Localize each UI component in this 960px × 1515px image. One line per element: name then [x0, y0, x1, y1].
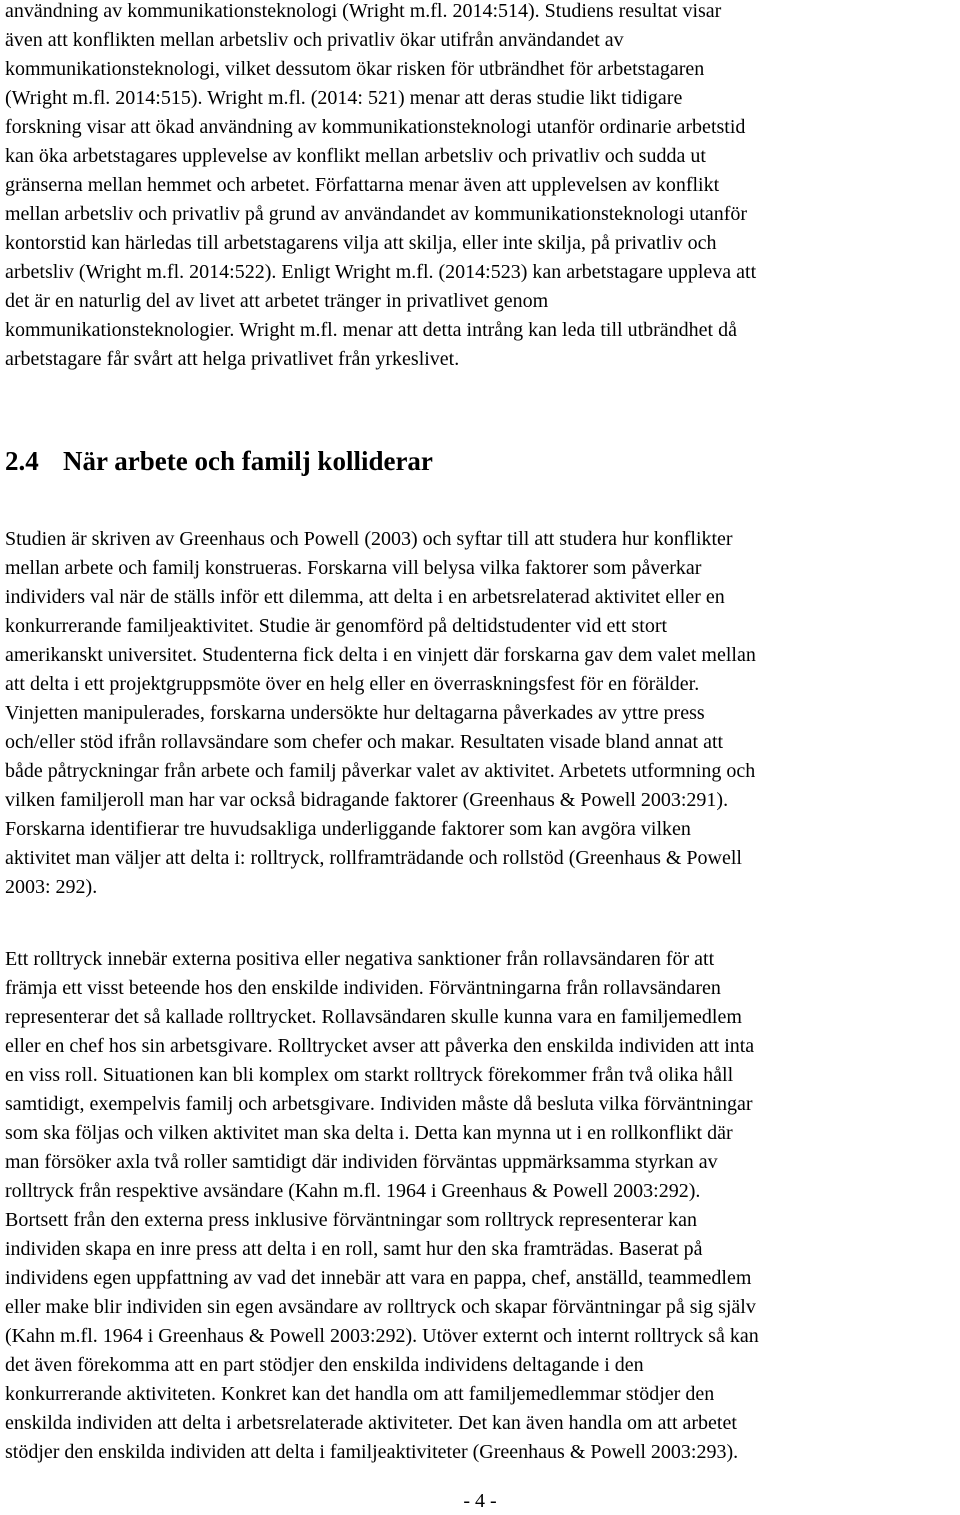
- paragraph-3-line: samtidigt, exempelvis familj och arbetsgivare. Individen måste då besluta vilka förväntningar: [5, 1093, 753, 1115]
- paragraph-2-line: både påtryckningar från arbete och familj påverkar valet av aktivitet. Arbetets utformning och: [5, 760, 756, 782]
- paragraph-1-line: kan öka arbetstagares upplevelse av konflikt mellan arbetsliv och privatliv och sudda ut: [5, 145, 706, 167]
- paragraph-3: [5, 945, 955, 1467]
- paragraph-3-line: konkurrerande aktiviteten. Konkret kan det handla om att familjemedlemmar stödjer den: [5, 1383, 715, 1405]
- paragraph-3-line: Bortsett från den externa press inklusive förväntningar som rolltryck representerar kan: [5, 1209, 697, 1231]
- paragraph-3-line: man försöker axla två roller samtidigt där individen förväntas uppmärksamma styrkan av: [5, 1151, 718, 1173]
- paragraph-1-line: kommunikationsteknologier. Wright m.fl. menar att detta intrång kan leda till utbrändhet då: [5, 319, 737, 341]
- paragraph-3-line: eller make blir individen sin egen avsändare av rolltryck och skapar förväntningar på sig själv: [5, 1296, 756, 1318]
- paragraph-2-line: individers val när de ställs inför ett dilemma, att delta i en arbetsrelaterad aktivitet eller en: [5, 586, 725, 608]
- paragraph-2-line: och/eller stöd ifrån rollavsändare som chefer och makar. Resultaten visade bland annat att: [5, 731, 724, 753]
- paragraph-1-line: även att konflikten mellan arbetsliv och privatliv ökar utifrån användandet av: [5, 29, 624, 51]
- paragraph-2-line: konkurrerande familjeaktivitet. Studie är genomförd på deltidstudenter vid ett stort: [5, 615, 668, 637]
- paragraph-1-line: kommunikationsteknologi, vilket dessutom ökar risken för utbrändhet för arbetstagaren: [5, 58, 705, 80]
- paragraph-3-line: (Kahn m.fl. 1964 i Greenhaus & Powell 2003:292). Utöver externt och internt rolltryck så kan: [5, 1325, 759, 1347]
- paragraph-3-line: enskilda individen att delta i arbetsrelaterade aktiviteter. Det kan även handla om att arbetet: [5, 1412, 737, 1434]
- paragraph-1-line: mellan arbetsliv och privatliv på grund av användandet av kommunikationsteknologi utanför: [5, 203, 748, 225]
- paragraph-2: [5, 525, 955, 902]
- paragraph-1-line: arbetstagare får svårt att helga privatlivet från yrkeslivet.: [5, 348, 460, 370]
- paragraph-1-line: användning av kommunikationsteknologi (Wright m.fl. 2014:514). Studiens resultat visar: [5, 0, 722, 22]
- paragraph-3-line: främja ett visst beteende hos den enskilde individen. Förväntningarna från rollavsändaren: [5, 977, 721, 999]
- section-title: När arbete och familj kolliderar: [63, 446, 433, 476]
- paragraph-1: [5, 0, 955, 374]
- paragraph-2-line: att delta i ett projektgruppsmöte över en helg eller en överraskningsfest för en förälder.: [5, 673, 700, 695]
- paragraph-1-line: kontorstid kan härledas till arbetstagarens vilja att skilja, eller inte skilja, på privatliv och: [5, 232, 717, 254]
- paragraph-3-line: det även förekomma att en part stödjer den enskilda individens deltagande i den: [5, 1354, 644, 1376]
- paragraph-1-line: (Wright m.fl. 2014:515). Wright m.fl. (2014: 521) menar att deras studie likt tidigare: [5, 87, 683, 109]
- paragraph-1-line: gränserna mellan hemmet och arbetet. Författarna menar även att upplevelsen av konflikt: [5, 174, 720, 196]
- paragraph-1-line: forskning visar att ökad användning av kommunikationsteknologi utanför ordinarie arbetstid: [5, 116, 746, 138]
- page-number: - 4 -: [463, 1490, 497, 1512]
- paragraph-3-line: som ska följas och vilken aktivitet man ska delta i. Detta kan mynna ut i en rollkonflikt där: [5, 1122, 733, 1144]
- paragraph-3-line: en viss roll. Situationen kan bli komplex om starkt rolltryck förekommer från två olika håll: [5, 1064, 734, 1086]
- paragraph-1-line: arbetsliv (Wright m.fl. 2014:522). Enligt Wright m.fl. (2014:523) kan arbetstagare uppleva att: [5, 261, 757, 283]
- paragraph-2-line: Studien är skriven av Greenhaus och Powell (2003) och syftar till att studera hur konflikter: [5, 528, 733, 550]
- paragraph-2-line: Vinjetten manipulerades, forskarna undersökte hur deltagarna påverkades av yttre press: [5, 702, 705, 724]
- paragraph-3-line: stödjer den enskilda individen att delta i familjeaktiviteter (Greenhaus & Powell 2003:293).: [5, 1441, 739, 1463]
- paragraph-3-line: rolltryck från respektive avsändare (Kahn m.fl. 1964 i Greenhaus & Powell 2003:292).: [5, 1180, 701, 1202]
- paragraph-3-line: individen skapa en inre press att delta i en roll, samt hur den ska framträdas. Baserat på: [5, 1238, 703, 1260]
- section-heading: [5, 444, 433, 478]
- paragraph-3-line: eller en chef hos sin arbetsgivare. Rolltrycket avser att påverka den enskilda individen att inta: [5, 1035, 755, 1057]
- section-number: 2.4: [5, 446, 39, 476]
- paragraph-1-line: det är en naturlig del av livet att arbetet tränger in privatlivet genom: [5, 290, 549, 312]
- paragraph-2-line: vilken familjeroll man har var också bidragande faktorer (Greenhaus & Powell 2003:291).: [5, 789, 729, 811]
- paragraph-2-line: mellan arbete och familj konstrueras. Forskarna vill belysa vilka faktorer som påverkar: [5, 557, 702, 579]
- paragraph-3-line: Ett rolltryck innebär externa positiva eller negativa sanktioner från rollavsändaren för att: [5, 948, 715, 970]
- paragraph-3-line: individens egen uppfattning av vad det innebär att vara en pappa, chef, anställd, teammedlem: [5, 1267, 752, 1289]
- paragraph-2-line: aktivitet man väljer att delta i: rolltryck, rollframträdande och rollstöd (Greenhaus & Powell: [5, 847, 742, 869]
- paragraph-2-line: amerikanskt universitet. Studenterna fick delta i en vinjett där forskarna gav dem valet mellan: [5, 644, 756, 666]
- paragraph-3-line: representerar det så kallade rolltrycket. Rollavsändaren skulle kunna vara en familjemedlem: [5, 1006, 742, 1028]
- paragraph-2-line: 2003: 292).: [5, 876, 98, 898]
- paragraph-2-line: Forskarna identifierar tre huvudsakliga underliggande faktorer som kan avgöra vilken: [5, 818, 691, 840]
